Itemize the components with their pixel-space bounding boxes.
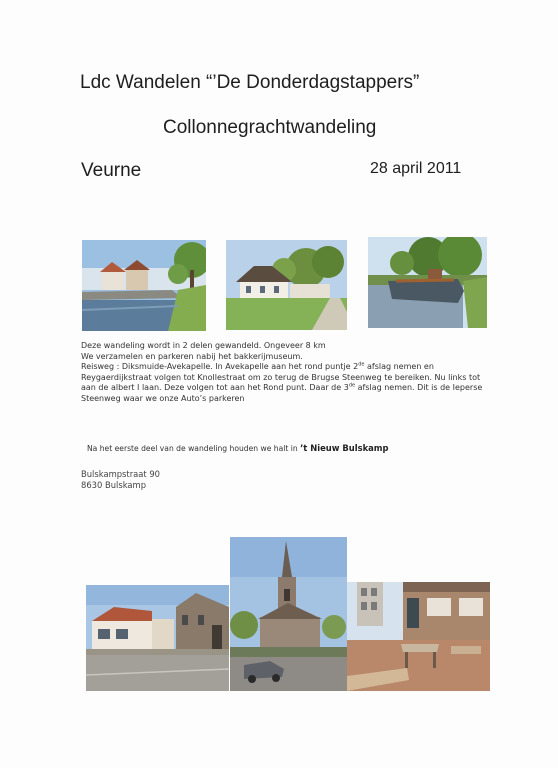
description-line: We verzamelen en parkeren nabij het bakkerijmuseum. [81,351,303,361]
description-line: Deze wandeling wordt in 2 delen gewandeld. Ongeveer 8 km [81,341,326,350]
venue-name: ’t Nieuw Bulskamp [300,443,389,453]
address-city: 8630 Bulskamp [81,479,147,490]
walk-name: Collonnegrachtwandeling [163,117,377,138]
description-line: Steenweg waar we onze Auto’s parkeren [81,393,245,403]
venue-address [81,469,160,490]
church-tower-photo [230,537,347,691]
address-street: Bulskampstraat 90 [81,469,161,479]
place-name: Veurne [81,160,142,181]
barge-photo [368,237,487,328]
village-street-photo [86,585,229,691]
terrace-photo [347,582,490,691]
page-title: Ldc Wandelen “’De Donderdagstappers” [80,72,420,93]
description-line: Reisweg : Diksmuide-Avekapelle. In Avekapelle aan het rond puntje 2de afslag nemen en [81,361,434,372]
canal-bridge-photo [82,240,206,331]
walk-date: 28 april 2011 [370,160,462,177]
farmhouse-photo [226,240,347,330]
halt-note: Na het eerste deel van de wandeling houden we halt in ’t Nieuw Bulskamp [87,443,389,453]
description-line: aan de albert I laan. Deze volgen tot aan het Rond punt. Daar de 3de afslag nemen. Dit is de Ieperse [81,382,483,393]
route-description [81,341,481,405]
description-line: Reygaerdijkstraat volgen tot Knollestraat om zo terug de Brugse Steenweg te bereiken. Nu links tot [81,372,481,382]
